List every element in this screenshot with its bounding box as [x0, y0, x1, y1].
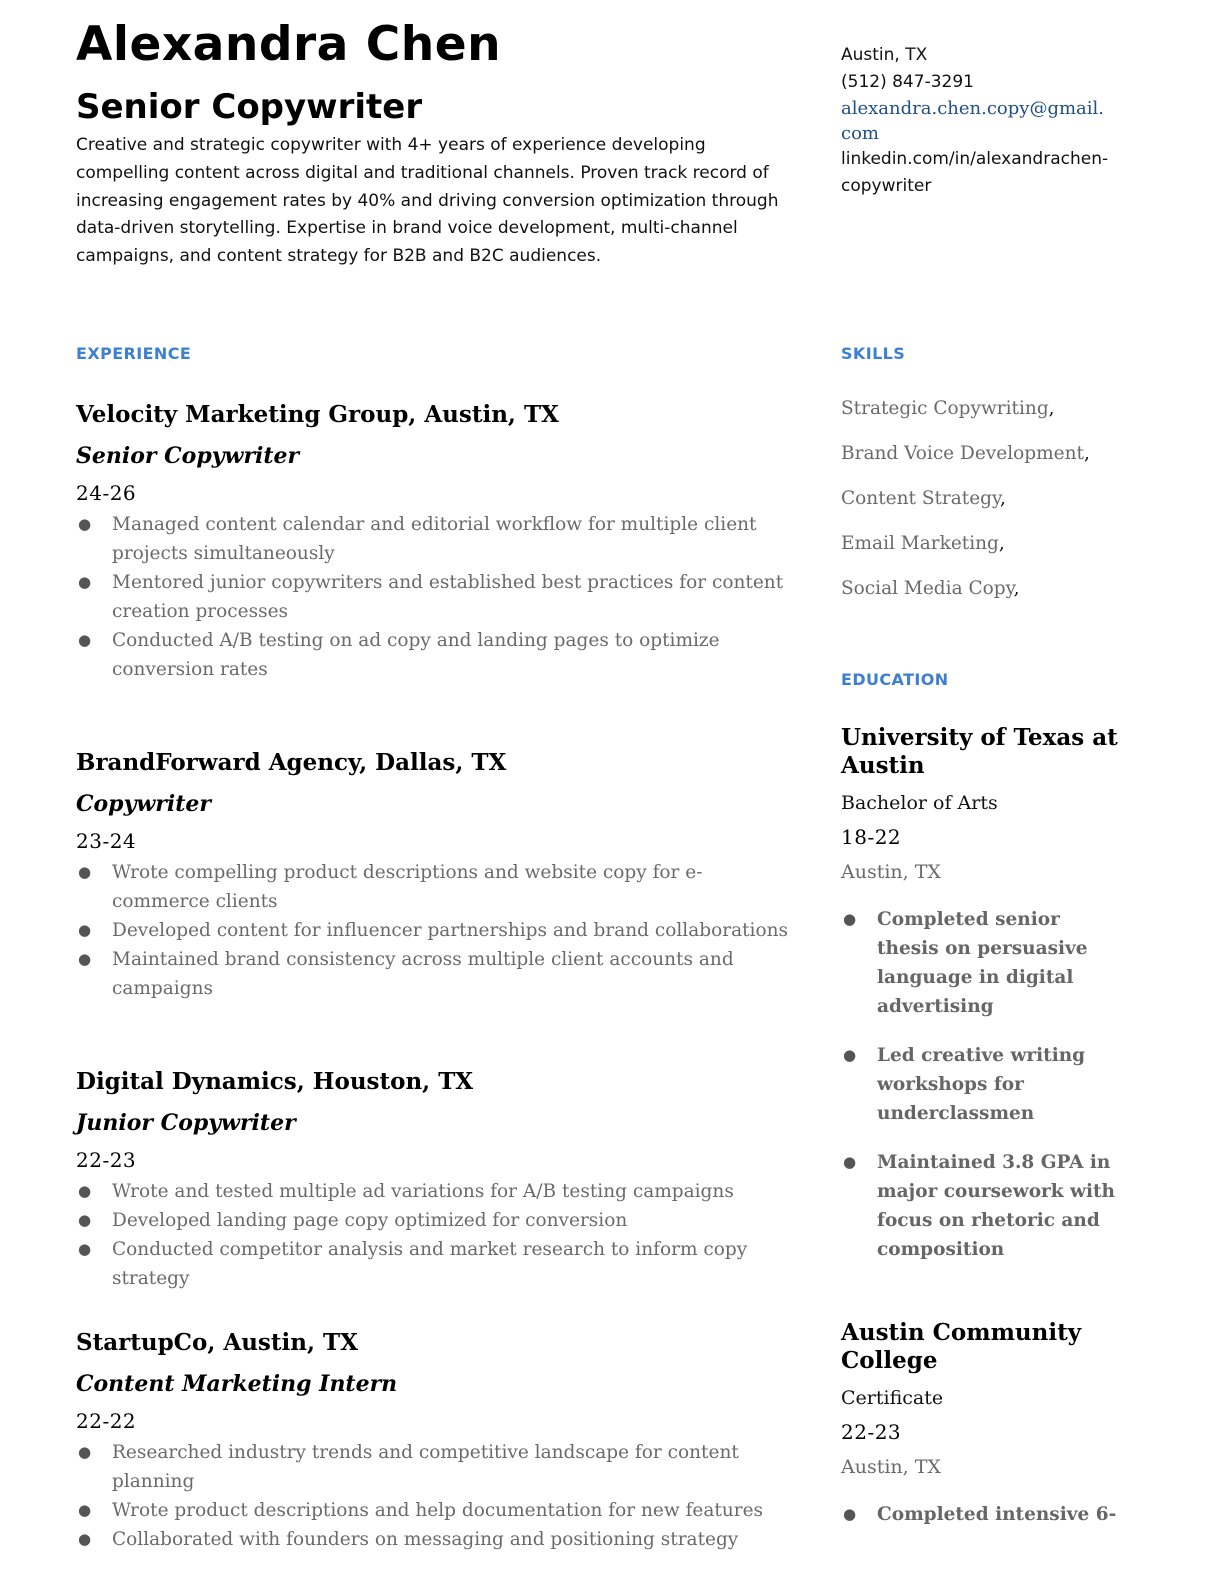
list-item: ● Completed intensive 6- — [841, 1500, 1121, 1529]
job-role: Copywriter — [76, 791, 211, 817]
experience-entry — [76, 400, 796, 684]
bullet-icon: ● — [78, 863, 92, 881]
skill-item: Strategic Copywriting, — [841, 398, 1055, 419]
bullet-icon: ● — [78, 573, 92, 591]
bullet-icon: ● — [843, 910, 857, 928]
company-name: BrandForward Agency, Dallas, TX — [76, 749, 507, 776]
bullet-icon: ● — [78, 1530, 92, 1548]
bullet-icon: ● — [843, 1505, 857, 1523]
list-item: ● Developed landing page copy optimized for conversion — [76, 1206, 796, 1235]
education-dates: 22-23 — [841, 1420, 902, 1444]
list-item: ● Maintained brand consistency across multiple client accounts and campaigns — [76, 945, 796, 1003]
list-item: ● Researched industry trends and competitive landscape for content planning — [76, 1438, 796, 1496]
experience-entry — [76, 1328, 796, 1554]
bullet-icon: ● — [78, 950, 92, 968]
bullet-icon: ● — [78, 1182, 92, 1200]
list-item: ● Conducted A/B testing on ad copy and landing pages to optimize conversion rates — [76, 626, 796, 684]
company-name: Digital Dynamics, Houston, TX — [76, 1068, 474, 1095]
list-item: ● Completed senior thesis on persuasive language in digital advertising — [841, 905, 1121, 1021]
experience-entry — [76, 748, 796, 1003]
degree: Bachelor of Arts — [841, 792, 998, 814]
list-item: ● Mentored junior copywriters and established best practices for content creation processes — [76, 568, 796, 626]
job-role: Content Marketing Intern — [76, 1371, 398, 1397]
education-achievements — [841, 905, 1121, 1264]
job-title: Senior Copywriter — [76, 87, 423, 127]
bullet-icon: ● — [78, 1240, 92, 1258]
list-item: ● Wrote compelling product descriptions and website copy for e-commerce clients — [76, 858, 796, 916]
experience-heading: EXPERIENCE — [76, 344, 192, 363]
job-dates: 22-22 — [76, 1409, 137, 1433]
education-location: Austin, TX — [841, 1456, 941, 1478]
degree: Certificate — [841, 1387, 944, 1409]
contact-block — [841, 42, 1113, 200]
skill-item: Email Marketing, — [841, 533, 1005, 554]
school-name: Austin Community College — [841, 1319, 1082, 1374]
professional-summary: Creative and strategic copywriter with 4+ years of experience developing compelling content across digital and traditional channels. Proven track record of increasing engagement rates by 40% and driving conversion optimization through data-driven storytelling. Expertise in brand voice development, multi-channel campaigns, and content strategy for B2B and B2C audiences. — [76, 135, 779, 267]
contact-email-link[interactable]: alexandra.chen.copy@gmail.com — [841, 98, 1105, 144]
achievement-list — [76, 1438, 796, 1554]
list-item: ● Developed content for influencer partnerships and brand collaborations — [76, 916, 796, 945]
bullet-icon: ● — [78, 1501, 92, 1519]
list-item: ● Collaborated with founders on messaging and positioning strategy — [76, 1525, 796, 1554]
list-item: ● Wrote and tested multiple ad variations for A/B testing campaigns — [76, 1177, 796, 1206]
company-name: StartupCo, Austin, TX — [76, 1329, 358, 1356]
bullet-icon: ● — [78, 921, 92, 939]
job-dates: 24-26 — [76, 481, 137, 505]
bullet-icon: ● — [78, 1443, 92, 1461]
contact-phone: (512) 847-3291 — [841, 72, 974, 92]
job-role: Senior Copywriter — [76, 443, 300, 469]
education-dates: 18-22 — [841, 825, 902, 849]
education-entry — [841, 724, 1121, 1284]
contact-location: Austin, TX — [841, 45, 928, 65]
education-location: Austin, TX — [841, 861, 941, 883]
list-item: ● Wrote product descriptions and help documentation for new features — [76, 1496, 796, 1525]
bullet-icon: ● — [78, 631, 92, 649]
bullet-icon: ● — [843, 1153, 857, 1171]
candidate-name: Alexandra Chen — [76, 17, 502, 72]
achievement-list — [76, 1177, 796, 1293]
bullet-icon: ● — [78, 1211, 92, 1229]
job-dates: 22-23 — [76, 1148, 137, 1172]
list-item: ● Conducted competitor analysis and market research to inform copy strategy — [76, 1235, 796, 1293]
education-achievements — [841, 1500, 1121, 1529]
achievement-list — [76, 510, 796, 684]
skills-list — [841, 394, 1141, 619]
list-item: ● Managed content calendar and editorial workflow for multiple client projects simultaneously — [76, 510, 796, 568]
bullet-icon: ● — [843, 1046, 857, 1064]
skill-item: Social Media Copy, — [841, 578, 1020, 599]
achievement-list — [76, 858, 796, 1003]
contact-linkedin: linkedin.com/in/alexandrachen-copywriter — [841, 149, 1109, 196]
job-dates: 23-24 — [76, 829, 137, 853]
list-item: ● Maintained 3.8 GPA in major coursework with focus on rhetoric and composition — [841, 1148, 1121, 1264]
list-item: ● Led creative writing workshops for underclassmen — [841, 1041, 1121, 1128]
school-name: University of Texas at Austin — [841, 724, 1118, 779]
education-heading: EDUCATION — [841, 670, 949, 689]
company-name: Velocity Marketing Group, Austin, TX — [76, 401, 559, 428]
education-entry — [841, 1319, 1121, 1549]
skill-item: Content Strategy, — [841, 488, 1006, 509]
skills-heading: SKILLS — [841, 344, 906, 363]
bullet-icon: ● — [78, 515, 92, 533]
job-role: Junior Copywriter — [76, 1110, 296, 1136]
experience-entry — [76, 1067, 796, 1293]
skill-item: Brand Voice Development, — [841, 443, 1090, 464]
